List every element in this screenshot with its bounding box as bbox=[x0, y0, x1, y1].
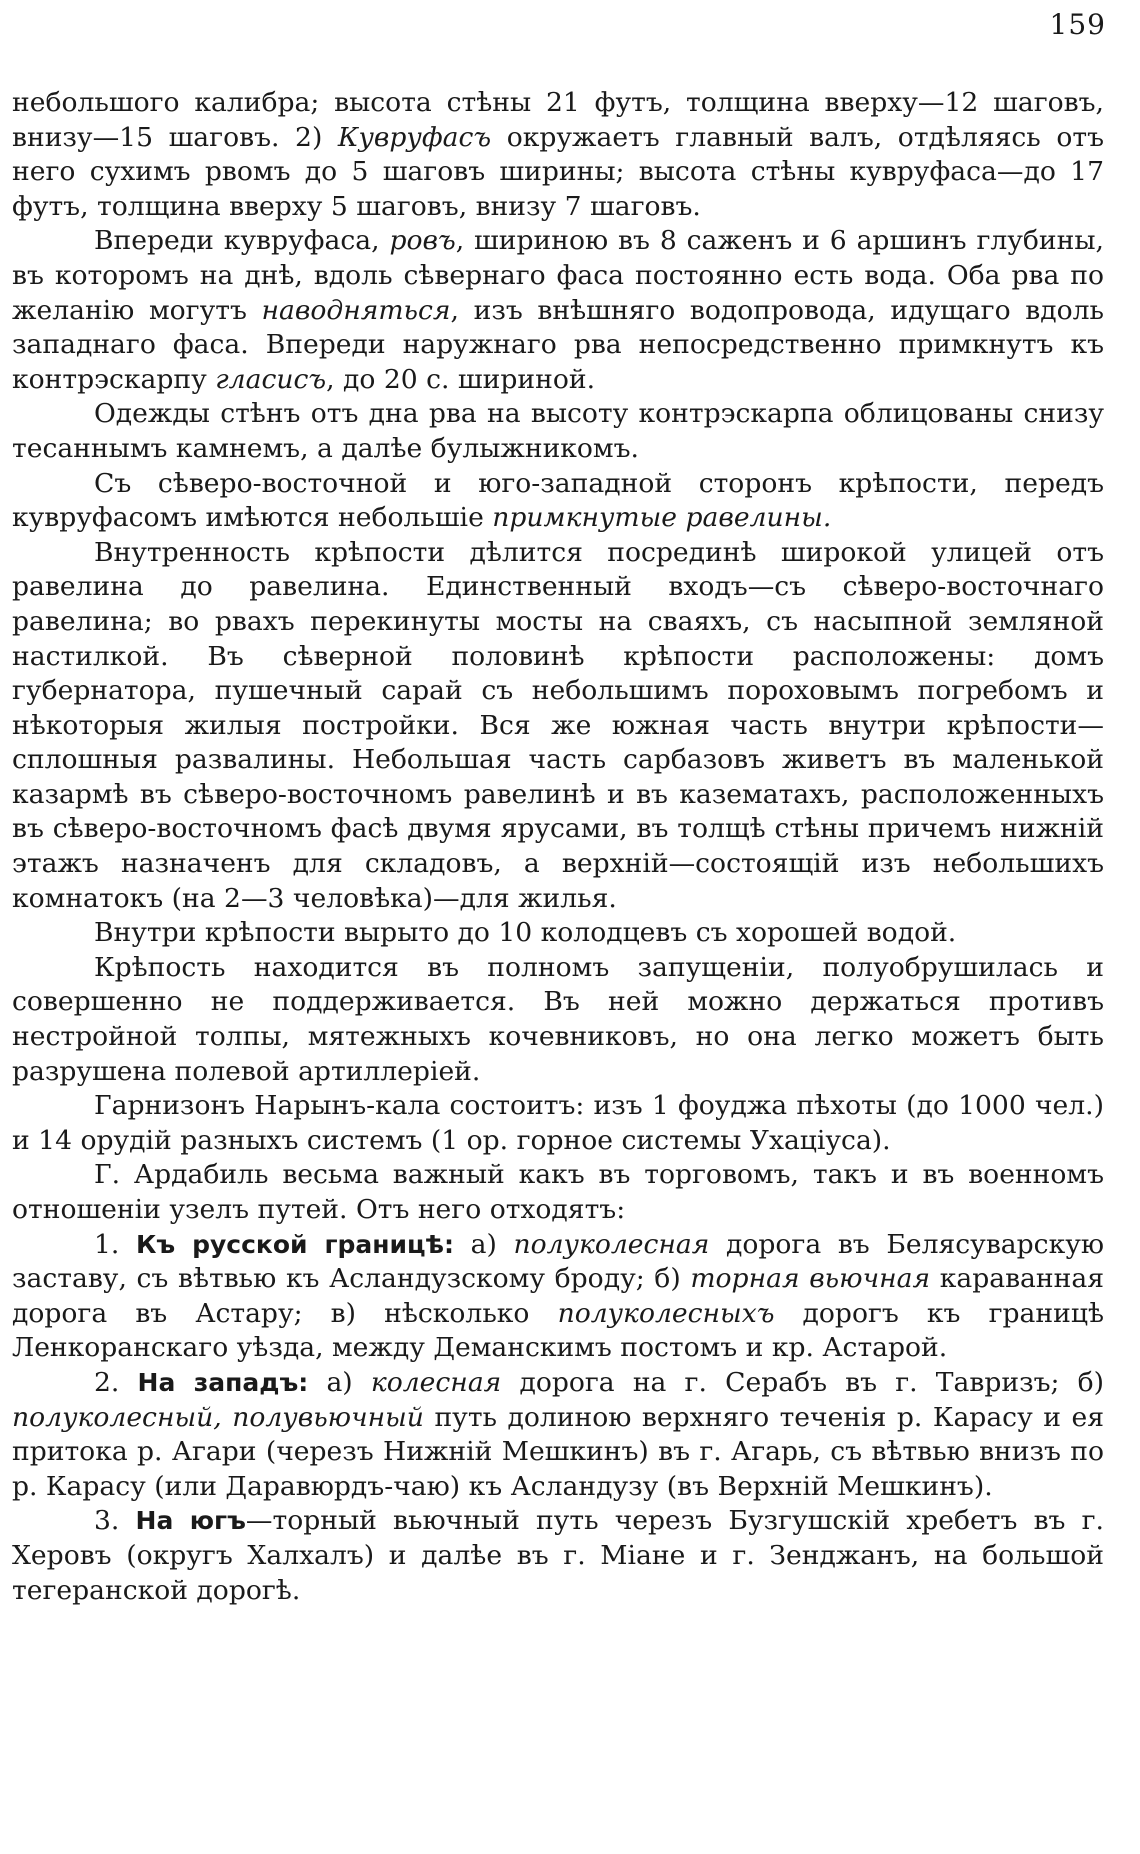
route-heading: Къ русской границѣ: bbox=[136, 1229, 454, 1259]
paragraph bbox=[12, 467, 1104, 536]
paragraph bbox=[12, 536, 1104, 917]
text-run: дорогъ къ границѣ Ленкоранскаго уѣзда, между Деманскимъ постомъ и кр. Астарой. bbox=[12, 1297, 1104, 1364]
text-run: Съ сѣверо-восточной и юго-западной сторонъ крѣпости, передъ кувруфасомъ имѣются небольшіе bbox=[12, 467, 1104, 534]
paragraph bbox=[12, 1089, 1104, 1158]
text-run: , до 20 с. шириной. bbox=[326, 363, 596, 395]
italic-term: полуколесный, полувьючный bbox=[12, 1401, 424, 1433]
italic-term: примкнутые равелины. bbox=[492, 502, 832, 534]
text-run: Одежды стѣнъ отъ дна рва на высоту контрэскарпа облицованы снизу тесаннымъ камнемъ, а далѣе булыжникомъ. bbox=[12, 398, 1104, 464]
text-run: Впереди кувруфаса, bbox=[94, 225, 390, 257]
text-run: Крѣпость находится въ полномъ запущеніи, полуобрушилась и совершенно не поддерживается. Въ ней можно держаться противъ нестройной толпы, мятежныхъ кочевниковъ, но она легко можетъ быть разрушена полевой артиллеріей. bbox=[12, 951, 1104, 1087]
text-run: Внутренность крѣпости дѣлится посрединѣ широкой улицей отъ равелина до равелина. Единственный входъ—съ сѣверо-восточнаго равелина; во рвахъ перекинуты мосты на сваяхъ, съ насыпной земляной настилкой. Въ сѣверной половинѣ крѣпости расположены: домъ губернатора, пушечный сарай съ небольшимъ пороховымъ погребомъ и нѣкоторыя жилыя постройки. Вся же южная часть внутри крѣпости—сплошныя развалины. Небольшая часть сарбазовъ живетъ въ маленькой казармѣ въ сѣверо-восточномъ равелинѣ и въ казематахъ, расположенныхъ въ сѣверо-восточномъ фасѣ двумя ярусами, въ толщѣ стѣны причемъ нижній этажъ назначенъ для складовъ, а верхній—состоящій изъ небольшихъ комнатокъ (на 2—3 человѣка)—для жилья. bbox=[12, 536, 1104, 914]
route-heading: На югъ bbox=[135, 1506, 246, 1536]
italic-term: полуколесныхъ bbox=[557, 1297, 775, 1329]
page-number: 159 bbox=[1049, 8, 1106, 41]
paragraph bbox=[12, 1504, 1104, 1608]
italic-term: торная вьючная bbox=[690, 1263, 931, 1295]
italic-term: наводняться bbox=[261, 294, 451, 326]
paragraph bbox=[12, 1228, 1104, 1366]
text-run: Внутри крѣпости вырыто до 10 колодцевъ съ хорошей водой. bbox=[94, 917, 957, 949]
text-run: , шириною въ 8 саженъ и 6 аршинъ глубины, въ которомъ на днѣ, вдоль сѣвернаго фаса постоянно есть вода. Оба рва по желанію могутъ bbox=[12, 225, 1104, 326]
text-run: Г. Ардабиль весьма важный какъ въ торговомъ, такъ и въ военномъ отношеніи узелъ путей. Отъ него отходятъ: bbox=[12, 1159, 1104, 1225]
paragraph bbox=[12, 1366, 1104, 1504]
route-heading: На западъ: bbox=[137, 1367, 309, 1397]
text-run: небольшого калибра; высота стѣны 21 футъ, толщина вверху—12 шаговъ, внизу—15 шаговъ. 2) bbox=[12, 87, 1104, 153]
text-run: дорога въ Белясуварскую заставу, съ вѣтвью къ Асландузскому броду; б) bbox=[12, 1228, 1104, 1295]
italic-term: ровъ bbox=[389, 225, 456, 257]
body-text bbox=[12, 86, 1104, 1608]
text-run: 1. bbox=[94, 1228, 136, 1260]
paragraph bbox=[12, 397, 1104, 466]
text-run: , изъ внѣшняго водопровода, идущаго вдоль западнаго фаса. Впереди наружнаго рва непосредственно примкнутъ къ контрэскарпу bbox=[12, 294, 1104, 395]
paragraph bbox=[12, 224, 1104, 397]
text-run: а) bbox=[308, 1366, 371, 1398]
text-run: а) bbox=[453, 1228, 514, 1260]
italic-term: Кувруфасъ bbox=[337, 121, 492, 153]
text-run: дорога на г. Серабъ въ г. Тавризъ; б) bbox=[501, 1366, 1105, 1398]
italic-term: гласисъ bbox=[215, 363, 327, 395]
paragraph bbox=[12, 1158, 1104, 1227]
text-run: —торный вьючный путь черезъ Бузгушскій хребетъ въ г. Херовъ (округъ Халхалъ) и далѣе въ г. Міане и г. Зенджанъ, на большой тегеранской дорогѣ. bbox=[12, 1505, 1105, 1606]
italic-term: колесная bbox=[370, 1366, 502, 1398]
paragraph bbox=[12, 86, 1104, 224]
text-run: окружаетъ главный валъ, отдѣляясь отъ него сухимъ рвомъ до 5 шаговъ ширины; высота стѣны кувруфаса—до 17 футъ, толщина вверху 5 шаговъ, внизу 7 шаговъ. bbox=[12, 121, 1104, 222]
paragraph bbox=[12, 916, 1104, 951]
text-run: 2. bbox=[94, 1366, 138, 1398]
text-run: Гарнизонъ Нарынъ-кала состоитъ: изъ 1 фоуджа пѣхоты (до 1000 чел.) и 14 орудій разныхъ системъ (1 ор. горное системы Ухаціуса). bbox=[12, 1090, 1104, 1156]
text-run: караванная дорога въ Астару; в) нѣсколько bbox=[12, 1263, 1104, 1329]
text-run: путь долиною верхняго теченія р. Карасу и ея притока р. Агари (черезъ Нижній Мешкинъ) въ г. Агарь, съ вѣтвью внизъ по р. Карасу (или Даравюрдъ-чаю) къ Асландузу (въ Верхній Мешкинъ). bbox=[12, 1401, 1104, 1502]
text-run: 3. bbox=[94, 1505, 136, 1537]
italic-term: полуколесная bbox=[513, 1228, 710, 1260]
paragraph bbox=[12, 951, 1104, 1089]
